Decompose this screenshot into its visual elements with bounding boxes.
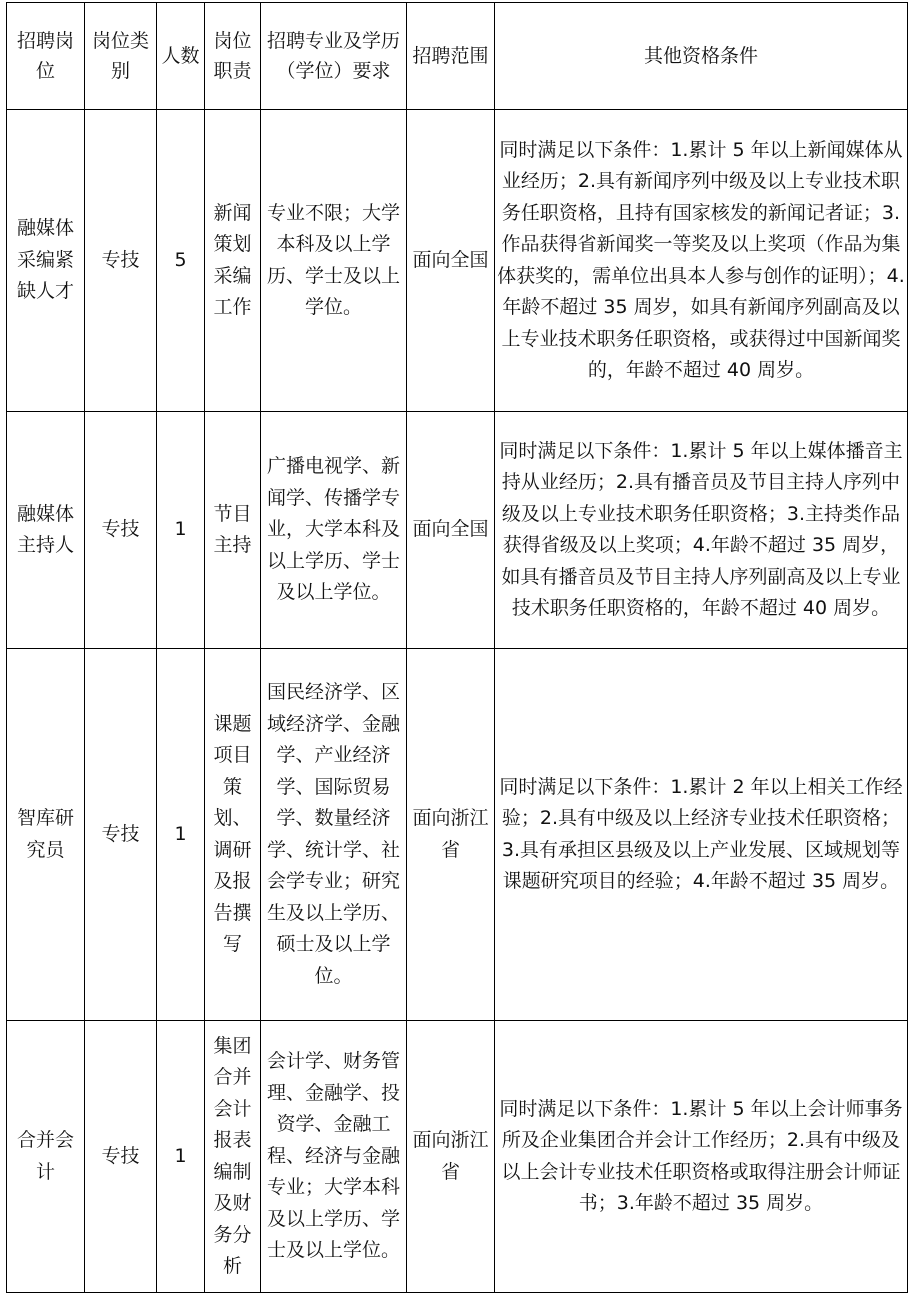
post-name: 融媒体主持人 [7, 412, 85, 649]
post-count: 1 [157, 1021, 205, 1293]
post-category: 专技 [85, 110, 157, 412]
post-other-conditions: 同时满足以下条件：1.累计 5 年以上媒体播音主持从业经历；2.具有播音员及节目主持人序列中级及以上专业技术职务任职资格；3.主持类作品获得省级及以上奖项；4.年龄不超过 35 周岁，如具有播音员及节目主持人序列副高及以上专业技术职务任职资格的，年龄不超过 40 周岁。 [495, 412, 908, 649]
header-requirement: 招聘专业及学历（学位）要求 [261, 3, 407, 110]
post-duty: 节目主持 [205, 412, 261, 649]
post-category: 专技 [85, 649, 157, 1021]
table-row [7, 1021, 908, 1293]
post-scope: 面向全国 [407, 412, 495, 649]
table-row [7, 412, 908, 649]
post-scope: 面向全国 [407, 110, 495, 412]
post-other-conditions: 同时满足以下条件：1.累计 5 年以上新闻媒体从业经历；2.具有新闻序列中级及以上专业技术职务任职资格，且持有国家核发的新闻记者证；3.作品获得省新闻奖一等奖及以上奖项（作品为集体获奖的，需单位出具本人参与创作的证明）；4.年龄不超过 35 周岁，如具有新闻序列副高及以上专业技术职务任职资格，或获得过中国新闻奖的，年龄不超过 40 周岁。 [495, 110, 908, 412]
post-category: 专技 [85, 412, 157, 649]
post-count: 1 [157, 412, 205, 649]
header-post: 招聘岗位 [7, 3, 85, 110]
table-header-row [7, 3, 908, 110]
post-requirement: 广播电视学、新闻学、传播学专业，大学本科及以上学历、学士及以上学位。 [261, 412, 407, 649]
post-name: 智库研究员 [7, 649, 85, 1021]
header-scope: 招聘范围 [407, 3, 495, 110]
post-duty: 新闻策划采编工作 [205, 110, 261, 412]
header-duty: 岗位职责 [205, 3, 261, 110]
post-duty: 课题项目策划、调研及报告撰写 [205, 649, 261, 1021]
post-other-conditions: 同时满足以下条件：1.累计 2 年以上相关工作经验；2.具有中级及以上经济专业技术任职资格；3.具有承担区县级及以上产业发展、区域规划等课题研究项目的经验；4.年龄不超过 35 周岁。 [495, 649, 908, 1021]
post-category: 专技 [85, 1021, 157, 1293]
post-scope: 面向浙江省 [407, 1021, 495, 1293]
post-count: 1 [157, 649, 205, 1021]
post-count: 5 [157, 110, 205, 412]
post-scope: 面向浙江省 [407, 649, 495, 1021]
header-count: 人数 [157, 3, 205, 110]
post-name: 合并会计 [7, 1021, 85, 1293]
post-requirement: 专业不限；大学本科及以上学历、学士及以上学位。 [261, 110, 407, 412]
post-requirement: 会计学、财务管理、金融学、投资学、金融工程、经济与金融专业；大学本科及以上学历、学士及以上学位。 [261, 1021, 407, 1293]
table-row [7, 649, 908, 1021]
post-other-conditions: 同时满足以下条件：1.累计 5 年以上会计师事务所及企业集团合并会计工作经历；2.具有中级及以上会计专业技术任职资格或取得注册会计师证书；3.年龄不超过 35 周岁。 [495, 1021, 908, 1293]
recruitment-table [6, 2, 908, 1293]
post-duty: 集团合并会计报表编制及财务分析 [205, 1021, 261, 1293]
post-requirement: 国民经济学、区域经济学、金融学、产业经济学、国际贸易学、数量经济学、统计学、社会学专业；研究生及以上学历、硕士及以上学位。 [261, 649, 407, 1021]
table-row [7, 110, 908, 412]
header-category: 岗位类别 [85, 3, 157, 110]
header-other: 其他资格条件 [495, 3, 908, 110]
post-name: 融媒体采编紧缺人才 [7, 110, 85, 412]
